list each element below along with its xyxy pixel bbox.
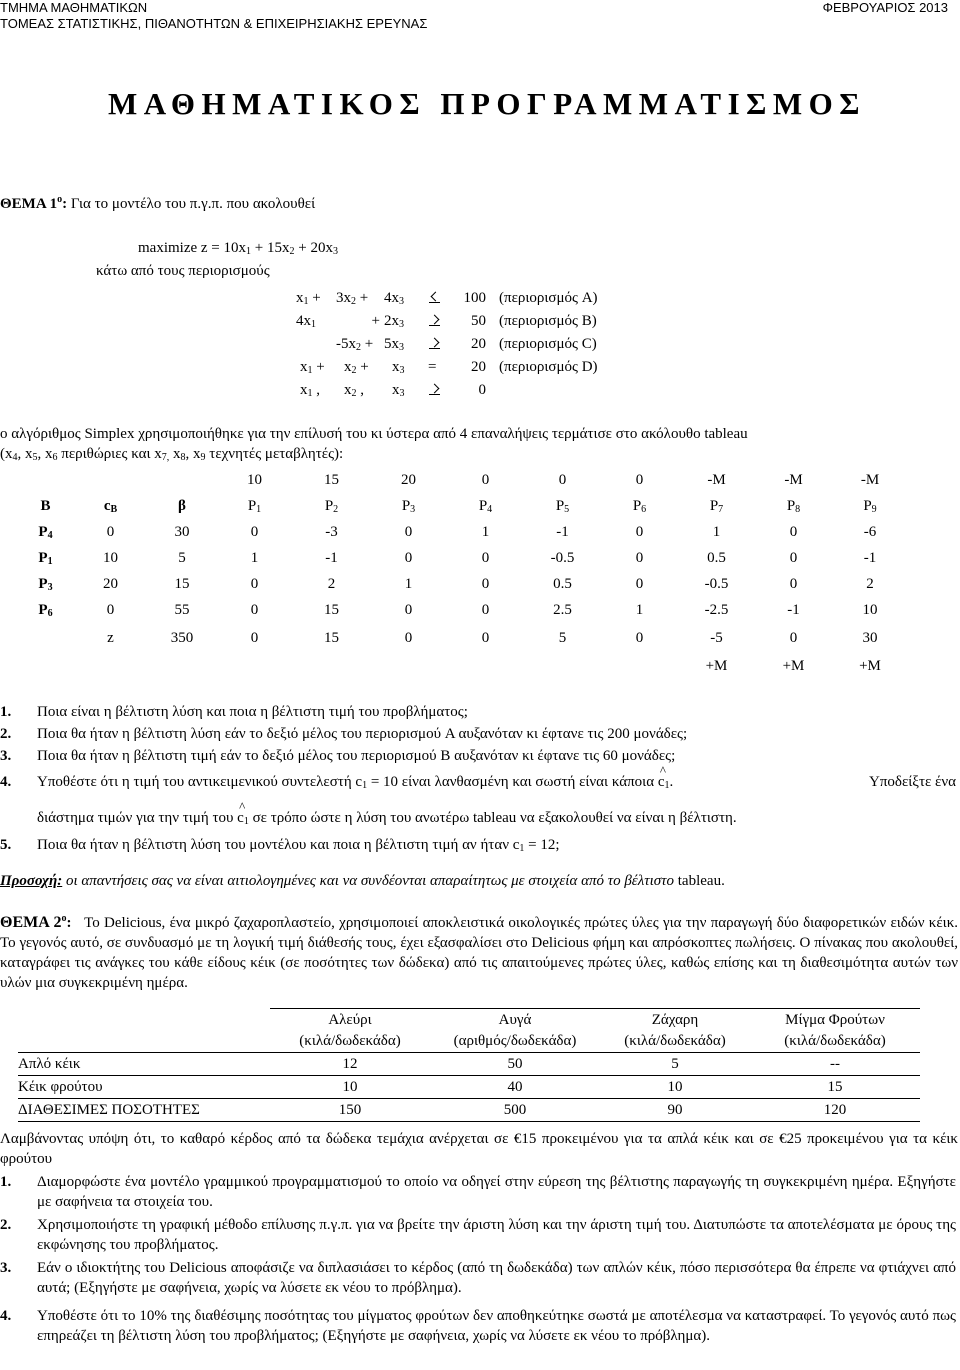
tableau-cell: 15 [174,575,190,592]
tableau-cell: 55 [174,601,190,618]
tableau-cell: 0 [789,575,798,592]
ingredients-table [18,1008,920,1122]
tableau-header-cell: $P_7$ [709,497,724,515]
nonnegativity: $x_1$ , $x_2$ , $x_3$ 0 [300,382,486,399]
ingredients-row-label: Κέικ φρούτου [18,1076,270,1099]
tableau-cell: -3 [325,523,338,540]
tableau-basis-cell: $P_6$ [38,601,53,619]
tableau-cost-cell: 10 [247,471,262,488]
ingredient-column-header: Μίγμα Φρούτων (κιλά/δωδεκάδα) [750,1009,920,1053]
ingredients-cell: 500 [430,1099,600,1122]
tableau-z-cell: 30 [862,629,878,646]
ingredients-cell: 40 [430,1076,600,1099]
tableau-cell: 0.5 [553,575,572,592]
tableau-z-m-cell: +M [705,657,728,674]
tableau-cell: -1 [556,523,569,540]
sector-name: ΤΟΜΕΑΣ ΣΤΑΤΙΣΤΙΚΗΣ, ΠΙΘΑΝΟΤΗΤΩΝ & ΕΠΙΧΕΙΡΗΣΙΑΚΗΣ ΕΡΕΥΝΑΣ [0,16,428,31]
tableau-cell: -1 [787,601,800,618]
theme1-intro: Για το μοντέλο του π.γ.π. που ακολουθεί [70,196,316,212]
tableau-cell: 0 [789,549,798,566]
tableau-header-cell: $P_3$ [401,497,416,515]
ingredients-cell: 150 [270,1099,430,1122]
tableau-cell: -1 [325,549,338,566]
ingredients-row-label: Απλό κέικ [18,1053,270,1076]
tableau-cell: 0 [404,601,413,618]
tableau-cell: 1 [250,549,259,566]
greater-equal-sign [428,382,441,395]
tableau-z-m-cell: +M [859,657,881,674]
ingredients-header-row [18,1009,920,1053]
tableau-header-cell: $P_4$ [478,497,493,515]
tableau-z-cell: 15 [324,629,339,646]
theme1-label: ΘΕΜΑ 1 [0,196,58,212]
tableau-z-cell: 0 [635,629,644,646]
tableau-cell: 2 [327,575,336,592]
tableau-basis-cell: $P_1$ [38,549,53,567]
tableau-cell: 30 [174,523,190,540]
tableau-header-row [18,493,908,519]
theme1-heading: ΘΕΜΑ $1^o$: Για το μοντέλο του π.γ.π. που ακολουθεί [0,194,316,212]
ingredients-row [18,1099,920,1122]
ingredients-row [18,1076,920,1099]
tableau-cell: 0 [481,601,490,618]
tableau-cost-cell: 20 [401,471,416,488]
tableau-header-cell: $P_9$ [863,497,877,515]
tableau-header-cell: $P_2$ [324,497,339,515]
tableau-z-row-m [18,653,908,679]
tableau-cell: 2.5 [553,601,572,618]
tableau-cell: 0 [250,523,259,540]
tableau-cell: 5 [178,549,186,566]
tableau-basis-cell: $P_4$ [38,523,53,541]
tableau-z-cell: 0 [404,629,413,646]
tableau-z-cell: 0 [789,629,798,646]
tableau-cell: 0 [481,549,490,566]
tableau-cell: 20 [103,575,118,592]
tableau-cell: 1 [635,601,644,618]
simplex-tableau [18,467,908,679]
ingredients-cell: -- [750,1053,920,1076]
tableau-row [18,571,908,597]
tableau-z-cell: 5 [558,629,567,646]
subject-to-label: κάτω από τους περιορισμούς [96,263,270,279]
ingredients-cell: 90 [600,1099,750,1122]
tableau-basis-cell: $P_3$ [38,575,53,593]
ingredients-cell: 15 [750,1076,920,1099]
ingredient-column-header: Αλεύρι (κιλά/δωδεκάδα) [270,1009,430,1053]
theme2-intro-block: ΘΕΜΑ $2^o$: Το Delicious, ένα μικρό ζαχαροπλαστείο, χρησιμοποιεί αποκλειστικά οικολογικές πρώτες ύλες για την παραγωγή δύο διαφορετικών ειδών κέικ. Το γεγονός αυτό, σε συνδυασμό με τη λογική τιμή διάθεσής τους, έχει εξασφαλίσει στο Delicious φήμη και απρόσκοπτες πωλήσεις. Ο πίνακας που ακολουθεί, καταγράφει τις ανάγκες του κάθε είδους κέικ (σε ποσότητες των δώδεκα) από τις απαιτούμενες πρώτες ύλες, καθώς επίσης και τη διαθεσιμότητα αυτών των υλών μια συγκεκριμένη ημέρα. [0,913,959,991]
tableau-z-cell: -5 [710,629,723,646]
ingredients-cell: 5 [600,1053,750,1076]
tableau-cost-cell: 0 [635,471,644,488]
tableau-row [18,519,908,545]
constraint-d: $x_1$ + $x_2$ + $x_3$ = 20 (περιορισμός D) [300,359,598,376]
tableau-cell: 0 [250,575,259,592]
tableau-cell: 0 [635,575,644,592]
tableau-cell: 0 [404,549,413,566]
ingredients-cell: 10 [600,1076,750,1099]
tableau-cell: -0.5 [550,549,575,566]
constraints-table [290,287,626,402]
tableau-cell: -0.5 [704,575,729,592]
ingredients-row-label: ΔΙΑΘΕΣΙΜΕΣ ΠΟΣΟΤΗΤΕΣ [18,1099,270,1122]
tableau-header-cell: $P_5$ [555,497,570,515]
tableau-cell: 15 [324,601,339,618]
ingredients-cell: 120 [750,1099,920,1122]
tableau-cell: 2 [866,575,874,592]
tableau-header-cell: B [40,497,51,514]
tableau-z-m-cell: +M [782,657,805,674]
tableau-cell: 10 [103,549,118,566]
c-hat-symbol: ^ c [658,772,665,792]
tableau-cost-cell: 0 [558,471,567,488]
greater-equal-sign [428,313,441,326]
tableau-header-cell: β [178,497,186,514]
tableau-cell: -2.5 [704,601,729,618]
exam-date: ΦΕΒΡΟΥΑΡΙΟΣ 2013 [822,0,948,15]
tableau-cell: 1 [712,523,721,540]
tableau-cell: 1 [404,575,413,592]
tableau-cost-cell: 0 [481,471,490,488]
greater-equal-sign [428,336,441,349]
tableau-cell: 0.5 [707,549,726,566]
tableau-cost-cell: -M [784,471,803,488]
ingredients-row [18,1053,920,1076]
tableau-cell: 0 [106,601,115,618]
tableau-cell: 0 [481,575,490,592]
tableau-row [18,545,908,571]
tableau-header-cell: $P_6$ [632,497,647,515]
theme2-intro: Το Delicious, ένα μικρό ζαχαροπλαστείο, χρησιμοποιεί αποκλειστικά οικολογικές πρώτες ύλες για την παραγωγή δύο διαφορετικών ειδών κέικ. Το γεγονός αυτό, σε συνδυασμό με τη λογική τιμή διάθεσής τους, έχει εξασφαλίσει στο Delicious φήμη και απρόσκοπτες πωλήσεις. Ο πίνακας που ακολουθεί, καταγράφει τις ανάγκες του κάθε είδους κέικ (σε ποσότητες των δώδεκα) από τις απαιτούμενες πρώτες ύλες, καθώς επίσης και τη διαθεσιμότητα αυτών των υλών μια συγκεκριμένη ημέρα. [0,915,959,991]
ingredient-column-header: Αυγά (αριθμός/δωδεκάδα) [430,1009,600,1053]
tableau-header-cell: $c_B$ [103,497,118,515]
ingredient-column-header: Ζάχαρη (κιλά/δωδεκάδα) [600,1009,750,1053]
tableau-z-cell: 350 [170,629,194,646]
department-header [0,0,427,32]
attention-note: Προσοχή: οι απαντήσεις σας να είναι αιτιολογημένες και να συνδέονται απαραίτητως με στοιχεία από το βέλτιστο tableau. [0,873,725,889]
ingredients-cell: 50 [430,1053,600,1076]
tableau-cell: 0 [404,523,413,540]
constraint-b: $4x_1$ + $2x_3$ 50 (περιορισμός B) [296,313,597,330]
tableau-cell: 0 [789,523,798,540]
ingredients-cell: 12 [270,1053,430,1076]
page-title: ΜΑΘΗΜΑΤΙΚΟΣ ΠΡΟΓΡΑΜΜΑΤΙΣΜΟΣ [108,86,867,121]
tableau-z-cell: 0 [250,629,259,646]
tableau-cost-cell: -M [707,471,726,488]
objective-function: maximize $z = 10x_1 + 15x_2 + 20x_3$ [138,240,338,257]
tableau-cost-cell: -M [860,471,880,488]
tableau-cell: 10 [862,601,878,618]
tableau-cell: 0 [635,549,644,566]
department-name: ΤΜΗΜΑ ΜΑΘΗΜΑΤΙΚΩΝ [0,0,148,15]
tableau-cell: 0 [106,523,115,540]
constraint-a: $x_1$ + $3x_2$ + $4x_3$ 100 (περιορισμός A) [296,290,598,307]
tableau-cell: 0 [635,523,644,540]
ingredients-cell: 10 [270,1076,430,1099]
tableau-cell: -1 [863,549,877,566]
tableau-z-label: z [107,629,114,646]
simplex-description: ο αλγόριθμος Simplex χρησιμοποιήθηκε για την επίλυσή του κι ύστερα από 4 επαναλήψεις τερμάτισε στο ακόλουθο tableau ($x_4$, $x_5$, $x_6$ περιθώριες και $x_{7,}$ $x_8$, $x_9$ τεχνητές μεταβλητές): [0,426,748,463]
tableau-cost-row [18,467,908,493]
tableau-cell: 1 [481,523,490,540]
tableau-cell: 0 [250,601,259,618]
c-hat-symbol: ^ c [237,808,244,828]
theme2-label: ΘΕΜΑ 2 [0,914,62,931]
tableau-z-row [18,623,908,653]
tableau-z-cell: 0 [481,629,490,646]
profit-description: Λαμβάνοντας υπόψη ότι, το καθαρό κέρδος από τα δώδεκα τεμάχια ανέρχεται σε €15 προκειμένου για τα απλά κέικ και σε €25 προκειμένου για τα κέικ φρούτου [0,1131,958,1167]
tableau-cell: -6 [863,523,877,540]
tableau-row [18,597,908,623]
tableau-header-cell: $P_8$ [786,497,801,515]
constraint-c: $-5x_2$ + $5x_3$ 20 (περιορισμός C) [336,336,597,353]
less-equal-sign [428,290,441,303]
tableau-header-cell: $P_1$ [247,497,262,515]
tableau-cost-cell: 15 [324,471,339,488]
